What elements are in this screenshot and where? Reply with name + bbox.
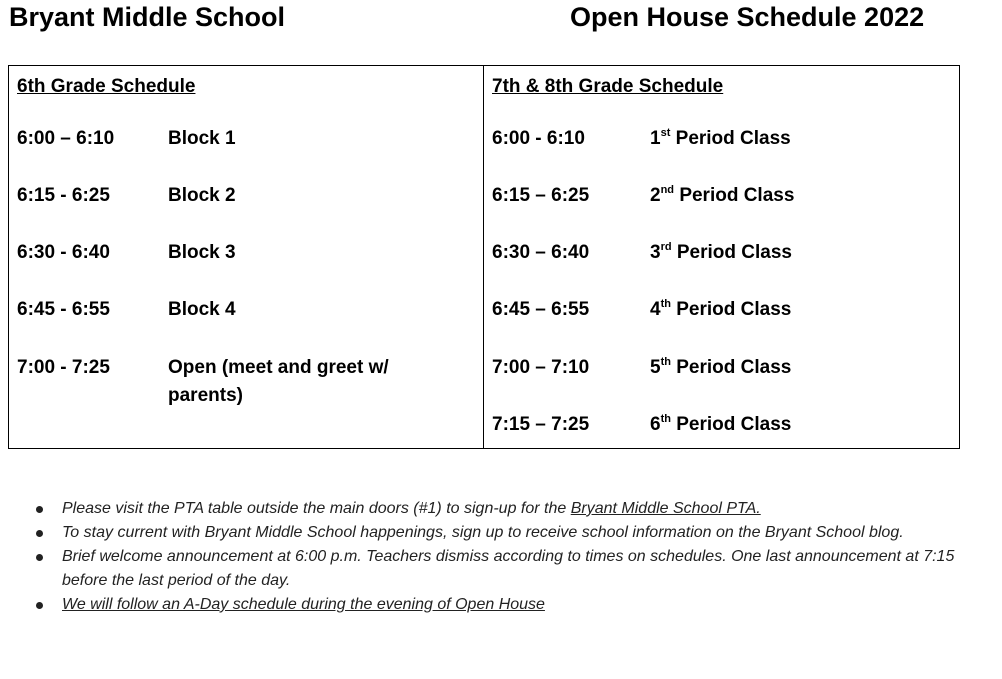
grade78-desc (650, 354, 791, 382)
period-label: Period Class (676, 299, 792, 320)
grade78-heading: 7th & 8th Grade Schedule (492, 76, 724, 97)
grade78-column (484, 66, 959, 448)
grade78-desc (650, 296, 791, 324)
period-label: Period Class (676, 357, 792, 378)
note-welcome-text: Brief welcome announcement at 6:00 p.m. Teachers dismiss according to times on schedules. One last announcement at 7:15 before the last period of the day. (62, 548, 955, 589)
bullet-icon (36, 554, 43, 561)
period-label: Period Class (679, 185, 795, 206)
ordinal-suffix: rd (660, 241, 672, 253)
period-number: 6 (650, 414, 661, 435)
grade6-desc: Block 4 (168, 299, 236, 320)
grade78-time: 7:00 – 7:10 (492, 357, 590, 378)
grade78-desc (650, 182, 794, 210)
ordinal-suffix: st (660, 127, 671, 139)
school-name-title: Bryant Middle School (9, 2, 286, 32)
ordinal-suffix: nd (660, 184, 675, 196)
grade6-desc: Block 2 (168, 185, 236, 206)
ordinal-suffix: th (660, 356, 671, 368)
pta-link[interactable]: Bryant Middle School PTA. (570, 500, 761, 517)
ordinal-suffix: th (660, 413, 671, 425)
grade78-desc (650, 239, 792, 267)
grade6-time: 6:45 - 6:55 (17, 299, 110, 320)
note-aday (36, 593, 956, 617)
grade6-time: 6:15 - 6:25 (17, 185, 110, 206)
grade78-time: 6:45 – 6:55 (492, 299, 590, 320)
note-aday-text: We will follow an A-Day schedule during the evening of Open House (62, 596, 545, 613)
note-blog-text: To stay current with Bryant Middle School happenings, sign up to receive school information on the Bryant School blog. (62, 524, 904, 541)
period-number: 5 (650, 357, 661, 378)
grade6-heading: 6th Grade Schedule (17, 76, 196, 97)
grade6-desc: Open (meet and greet w/ parents) (168, 357, 389, 406)
period-label: Period Class (676, 414, 792, 435)
grade6-time: 6:30 - 6:40 (17, 242, 110, 263)
note-pta-text: Please visit the PTA table outside the main doors (#1) to sign-up for the (62, 500, 571, 517)
notes-list (36, 497, 956, 617)
document-title: Open House Schedule 2022 (570, 2, 925, 32)
period-number: 4 (650, 299, 661, 320)
grade78-desc (650, 411, 791, 439)
grade6-desc: Block 1 (168, 128, 236, 149)
bullet-icon (36, 602, 43, 609)
period-label: Period Class (675, 128, 791, 149)
grade78-time: 7:15 – 7:25 (492, 414, 590, 435)
period-number: 3 (650, 242, 661, 263)
period-number: 1 (650, 128, 661, 149)
period-number: 2 (650, 185, 661, 206)
grade78-time: 6:15 – 6:25 (492, 185, 590, 206)
grade6-column (9, 66, 484, 448)
grade6-time: 7:00 - 7:25 (17, 357, 110, 378)
grade6-time: 6:00 – 6:10 (17, 128, 115, 149)
bullet-icon (36, 530, 43, 537)
schedule-table (8, 65, 960, 449)
ordinal-suffix: th (660, 298, 671, 310)
grade78-time: 6:00 - 6:10 (492, 128, 585, 149)
note-pta (36, 497, 956, 521)
grade78-desc (650, 125, 791, 153)
grade78-time: 6:30 – 6:40 (492, 242, 590, 263)
bullet-icon (36, 506, 43, 513)
note-welcome (36, 545, 956, 593)
note-blog (36, 521, 956, 545)
period-label: Period Class (676, 242, 792, 263)
grade6-desc: Block 3 (168, 242, 236, 263)
